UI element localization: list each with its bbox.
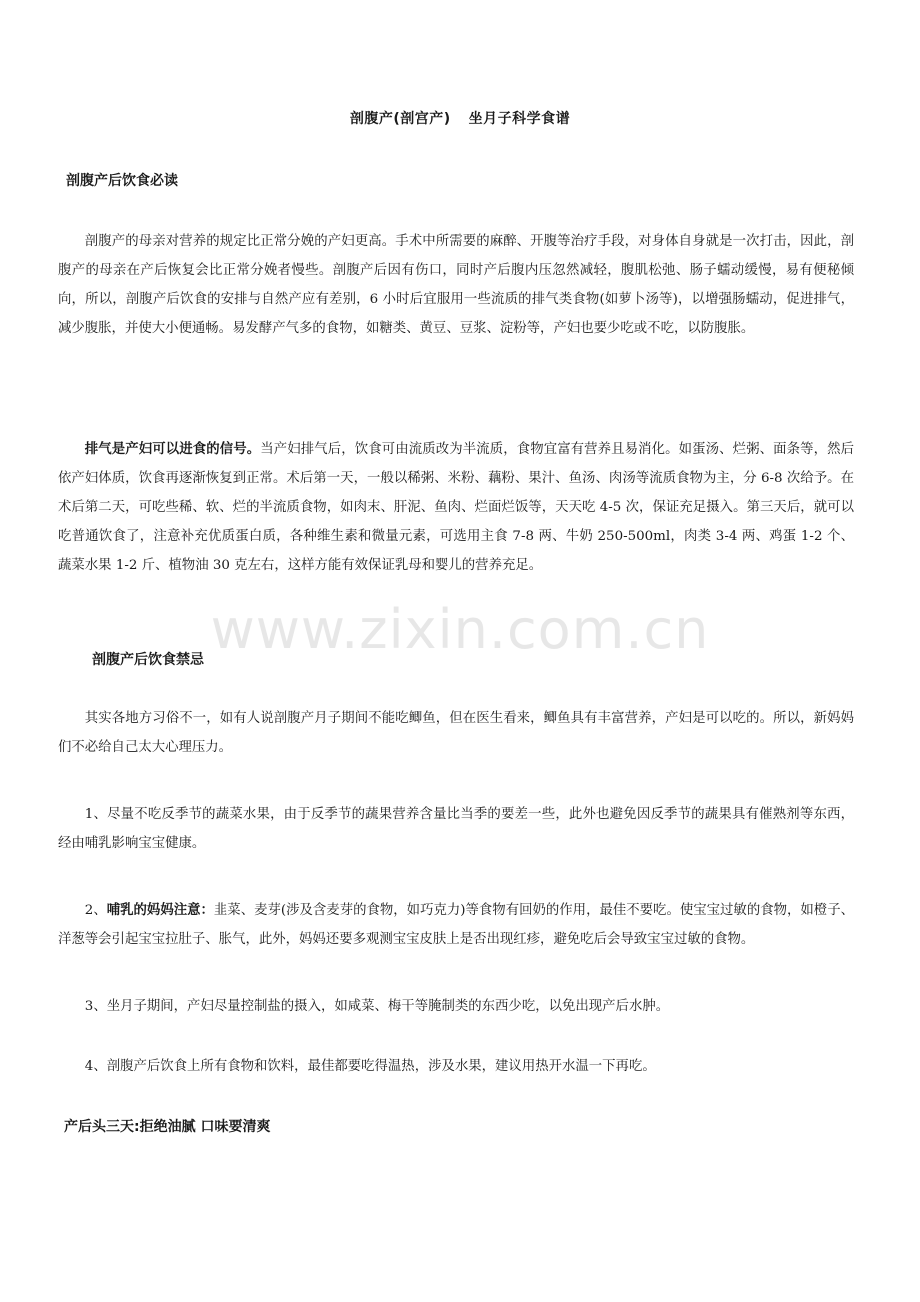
list-item-2-body: 韭菜、麦芽(涉及含麦芽的食物，如巧克力)等食物有回奶的作用，最佳不要吃。使宝宝过敏的食物，如橙子、洋葱等会引起宝宝拉肚子、胀气，此外，妈妈还要多观测宝宝皮肤上是否出现红疹，避免吃后会导致宝宝过敏的食物。: [58, 903, 854, 947]
list-item-2-bold: 哺乳的妈妈注意：: [106, 903, 214, 918]
watermark: www.zixin.com.cn: [210, 598, 710, 661]
paragraph-exhaust-signal: [58, 435, 854, 580]
document-title: [0, 108, 920, 128]
paragraph-body: 当产妇排气后，饮食可由流质改为半流质，食物宜富有营养且易消化。如蛋汤、烂粥、面条等，然后依产妇体质，饮食再逐渐恢复到正常。术后第一天，一般以稀粥、米粉、藕粉、果汁、鱼汤、肉汤等流质食物为主，分 6-8 次给予。在术后第二天，可吃些稀、软、烂的半流质食物，如肉末、肝泥、鱼肉、烂面烂饭等，天天吃 4-5 次，保证充足摄入。第三天后，就可以吃普通饮食了，注意补充优质蛋白质，各种维生素和微量元素，可选用主食 7-8 两、牛奶 250-500ml，肉类 3-4 两、鸡蛋 1-2 个、蔬菜水果 1-2 斤、植物油 30 克左右，这样方能有效保证乳母和婴儿的营养充足。: [58, 442, 855, 573]
section-heading-must-read: 剖腹产后饮食必读: [66, 173, 178, 189]
list-item-4: 4、剖腹产后饮食上所有食物和饮料，最佳都要吃得温热，涉及水果，建议用热开水温一下再吃。: [84, 1059, 656, 1074]
paragraph-bold-lead: 排气是产妇可以进食的信号。: [84, 442, 261, 457]
section-heading-first-three-days: 产后头三天:拒绝油腻 口味要清爽: [64, 1119, 271, 1135]
title-sub: 坐月子科学食谱: [468, 111, 571, 127]
list-item-3: 3、坐月子期间，产妇尽量控制盐的摄入，如咸菜、梅干等腌制类的东西少吃，以免出现产后水肿。: [84, 999, 670, 1014]
paragraph-customs: 其实各地方习俗不一，如有人说剖腹产月子期间不能吃鲫鱼，但在医生看来，鲫鱼具有丰富营养，产妇是可以吃的。所以，新妈妈们不必给自己太大心理压力。: [58, 711, 854, 755]
title-main: 剖腹产(剖宫产): [349, 111, 451, 127]
paragraph-intro: 剖腹产的母亲对营养的规定比正常分娩的产妇更高。手术中所需要的麻醉、开腹等治疗手段，对身体自身就是一次打击，因此，剖腹产的母亲在产后恢复会比正常分娩者慢些。剖腹产后因有伤口，同时产后腹内压忽然减轻，腹肌松弛、肠子蠕动缓慢，易有便秘倾向，所以，剖腹产后饮食的安排与自然产应有差别，6 小时后宜服用一些流质的排气类食物(如萝卜汤等)，以增强肠蠕动，促进排气，减少腹胀，并使大小便通畅。易发酵产气多的食物，如糖类、黄豆、豆浆、淀粉等，产妇也要少吃或不吃，以防腹胀。: [58, 234, 854, 336]
section-heading-taboos: 剖腹产后饮食禁忌: [92, 652, 204, 668]
list-item-2-number: 2、: [84, 903, 107, 918]
list-item-1: 1、尽量不吃反季节的蔬菜水果，由于反季节的蔬果营养含量比当季的要差一些，此外也避免因反季节的蔬果具有催熟剂等东西，经由哺乳影响宝宝健康。: [58, 807, 854, 851]
list-item-2: [58, 896, 854, 954]
